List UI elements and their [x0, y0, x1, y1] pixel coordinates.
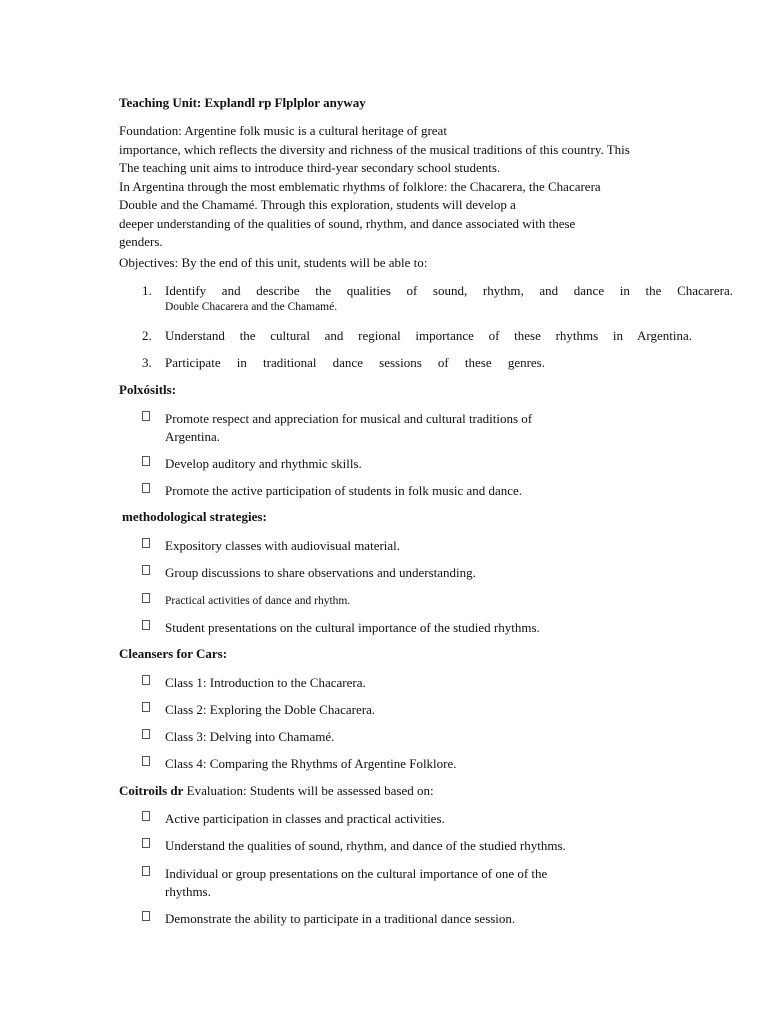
list-item-line: Understand the qualities of sound, rhythm, and dance of the studied rhythms.: [165, 838, 566, 853]
objective-text: Participate in traditional dance sessions of these genres.: [165, 355, 545, 370]
bullet-icon: [142, 756, 150, 766]
list-item-line: rhythms.: [165, 884, 211, 899]
list-item-line: Promote respect and appreciation for musical and cultural traditions of: [165, 411, 533, 426]
evaluation-heading-rest: Evaluation: Students will be assessed based on:: [183, 783, 434, 798]
objective-text-continued: Double Chacarera and the Chamamé.: [165, 301, 338, 313]
list-item-text: [165, 592, 665, 610]
foundation-line: genders.: [119, 234, 163, 249]
bullet-icon: [142, 483, 150, 493]
strategies-heading: methodological strategies:: [122, 509, 267, 524]
list-item-text: [165, 810, 665, 828]
list-item-line: Develop auditory and rhythmic skills.: [165, 456, 362, 471]
objective-number: 3.: [142, 355, 152, 370]
objectives-intro: Objectives: By the end of this unit, students will be able to:: [119, 255, 428, 270]
bullet-icon: [142, 593, 150, 603]
bullet-icon: [142, 620, 150, 630]
objective-text: Identify and describe the qualities of sound, rhythm, and dance in the Chacarera.: [165, 283, 733, 298]
bullet-icon: [142, 838, 150, 848]
foundation-paragraph: [119, 122, 699, 252]
list-item-text: [165, 865, 665, 901]
list-item-text: [165, 619, 665, 637]
list-item-text: [165, 701, 665, 719]
objective-text: Understand the cultural and regional importance of these rhythms in Argentina.: [165, 328, 692, 343]
objective-number: 1.: [142, 283, 152, 298]
foundation-line: deeper understanding of the qualities of sound, rhythm, and dance associated with these: [119, 215, 576, 231]
list-item-text: [165, 837, 665, 855]
bullet-icon: [142, 811, 150, 821]
list-item-line: Class 4: Comparing the Rhythms of Argentine Folklore.: [165, 756, 457, 771]
list-item-line: Class 3: Delving into Chamamé.: [165, 729, 335, 744]
bullet-icon: [142, 411, 150, 421]
bullet-icon: [142, 538, 150, 548]
list-item-text: [165, 410, 665, 446]
bullet-icon: [142, 456, 150, 466]
list-item-text: [165, 910, 665, 928]
list-item-line: Student presentations on the cultural importance of the studied rhythms.: [165, 620, 540, 635]
list-item-line: Group discussions to share observations and understanding.: [165, 565, 476, 580]
list-item-line: Promote the active participation of students in folk music and dance.: [165, 483, 523, 498]
list-item-line: Class 1: Introduction to the Chacarera.: [165, 675, 366, 690]
objective-number: 2.: [142, 328, 152, 343]
foundation-line: In Argentina through the most emblematic rhythms of folklore: the Chacarera, the Chacarera: [119, 178, 601, 194]
list-item-text: [165, 674, 665, 692]
foundation-line: Foundation: Argentine folk music is a cultural heritage of great: [119, 123, 447, 138]
list-item-text: [165, 537, 665, 555]
list-item-text: [165, 455, 665, 473]
bullet-icon: [142, 866, 150, 876]
list-item-line: Expository classes with audiovisual material.: [165, 538, 401, 553]
foundation-line: Double and the Chamamé. Through this exploration, students will develop a: [119, 197, 516, 212]
page-title: Teaching Unit: Explandl rp Flplplor anyway: [119, 95, 366, 110]
bullet-icon: [142, 675, 150, 685]
evaluation-heading: [119, 783, 434, 799]
list-item-line: Argentina.: [165, 429, 220, 444]
bullet-icon: [142, 729, 150, 739]
foundation-line: The teaching unit aims to introduce third-year secondary school students.: [119, 160, 501, 175]
purposes-heading: Polxósitls:: [119, 382, 177, 397]
list-item-text: [165, 755, 665, 773]
foundation-line: importance, which reflects the diversity and richness of the musical traditions of this country. This: [119, 141, 630, 157]
list-item-line: Active participation in classes and practical activities.: [165, 811, 445, 826]
classes-heading: Cleansers for Cars:: [119, 646, 228, 661]
list-item-line: Individual or group presentations on the cultural importance of one of the: [165, 866, 548, 881]
bullet-icon: [142, 702, 150, 712]
list-item-line: Practical activities of dance and rhythm.: [165, 595, 351, 607]
list-item-text: [165, 728, 665, 746]
list-item-line: Demonstrate the ability to participate in a traditional dance session.: [165, 911, 516, 926]
list-item-text: [165, 564, 665, 582]
bullet-icon: [142, 911, 150, 921]
list-item-line: Class 2: Exploring the Doble Chacarera.: [165, 702, 376, 717]
list-item-text: [165, 482, 665, 500]
evaluation-heading-bold: Coitroils dr: [119, 783, 184, 798]
bullet-icon: [142, 565, 150, 575]
